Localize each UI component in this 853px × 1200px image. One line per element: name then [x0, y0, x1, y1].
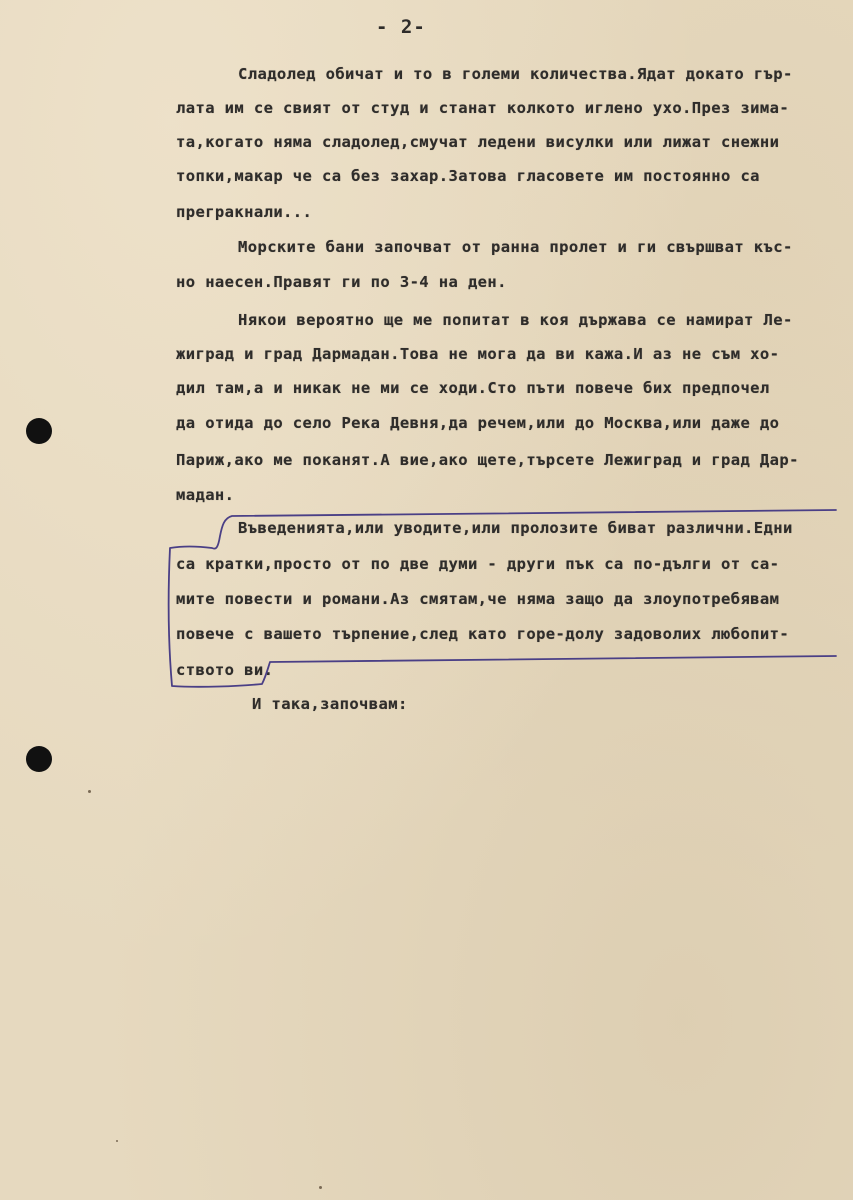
text-line: лата им се свият от студ и станат колкото иглено ухо.През зима-	[176, 99, 790, 117]
text-line: Париж,ако ме поканят.А вие,ако щете,търсете Лежиград и град Дар-	[176, 451, 799, 469]
text-line: дил там,а и никак не ми се ходи.Сто пъти повече бих предпочел	[176, 379, 770, 397]
punch-hole	[26, 746, 52, 772]
text-line: Сладолед обичат и то в големи количества.Ядат докато гър-	[238, 65, 793, 83]
text-line: мадан.	[176, 486, 235, 504]
paper-speck	[88, 790, 91, 793]
text-line: прегракнали...	[176, 203, 313, 221]
text-line: жиград и град Дармадан.Това не мога да ви кажа.И аз не съм хо-	[176, 345, 780, 363]
text-line: топки,макар че са без захар.Затова гласовете им постоянно са	[176, 167, 760, 185]
text-line: та,когато няма сладолед,смучат ледени висулки или лижат снежни	[176, 133, 780, 151]
text-line: са кратки,просто от по две думи - други пък са по-дълги от са-	[176, 555, 780, 573]
text-line: мите повести и романи.Аз смятам,че няма защо да злоупотребявам	[176, 590, 780, 608]
paper-speck	[319, 1186, 322, 1189]
text-line: Някои вероятно ще ме попитат в коя държава се намират Ле-	[238, 311, 793, 329]
text-line: И така,започвам:	[252, 695, 408, 713]
text-line: повече с вашето търпение,след като горе-долу задоволих любопит-	[176, 625, 790, 643]
page-number: - 2-	[376, 16, 426, 38]
text-line: но наесен.Правят ги по 3-4 на ден.	[176, 273, 507, 291]
text-line: да отида до село Река Девня,да речем,или до Москва,или даже до	[176, 414, 780, 432]
text-line: ството ви.	[176, 661, 274, 679]
text-line: Въведенията,или уводите,или пролозите биват различни.Едни	[238, 519, 793, 537]
text-line: Морските бани започват от ранна пролет и ги свършват къс-	[238, 238, 793, 256]
punch-hole	[26, 418, 52, 444]
paper-speck	[116, 1140, 118, 1142]
